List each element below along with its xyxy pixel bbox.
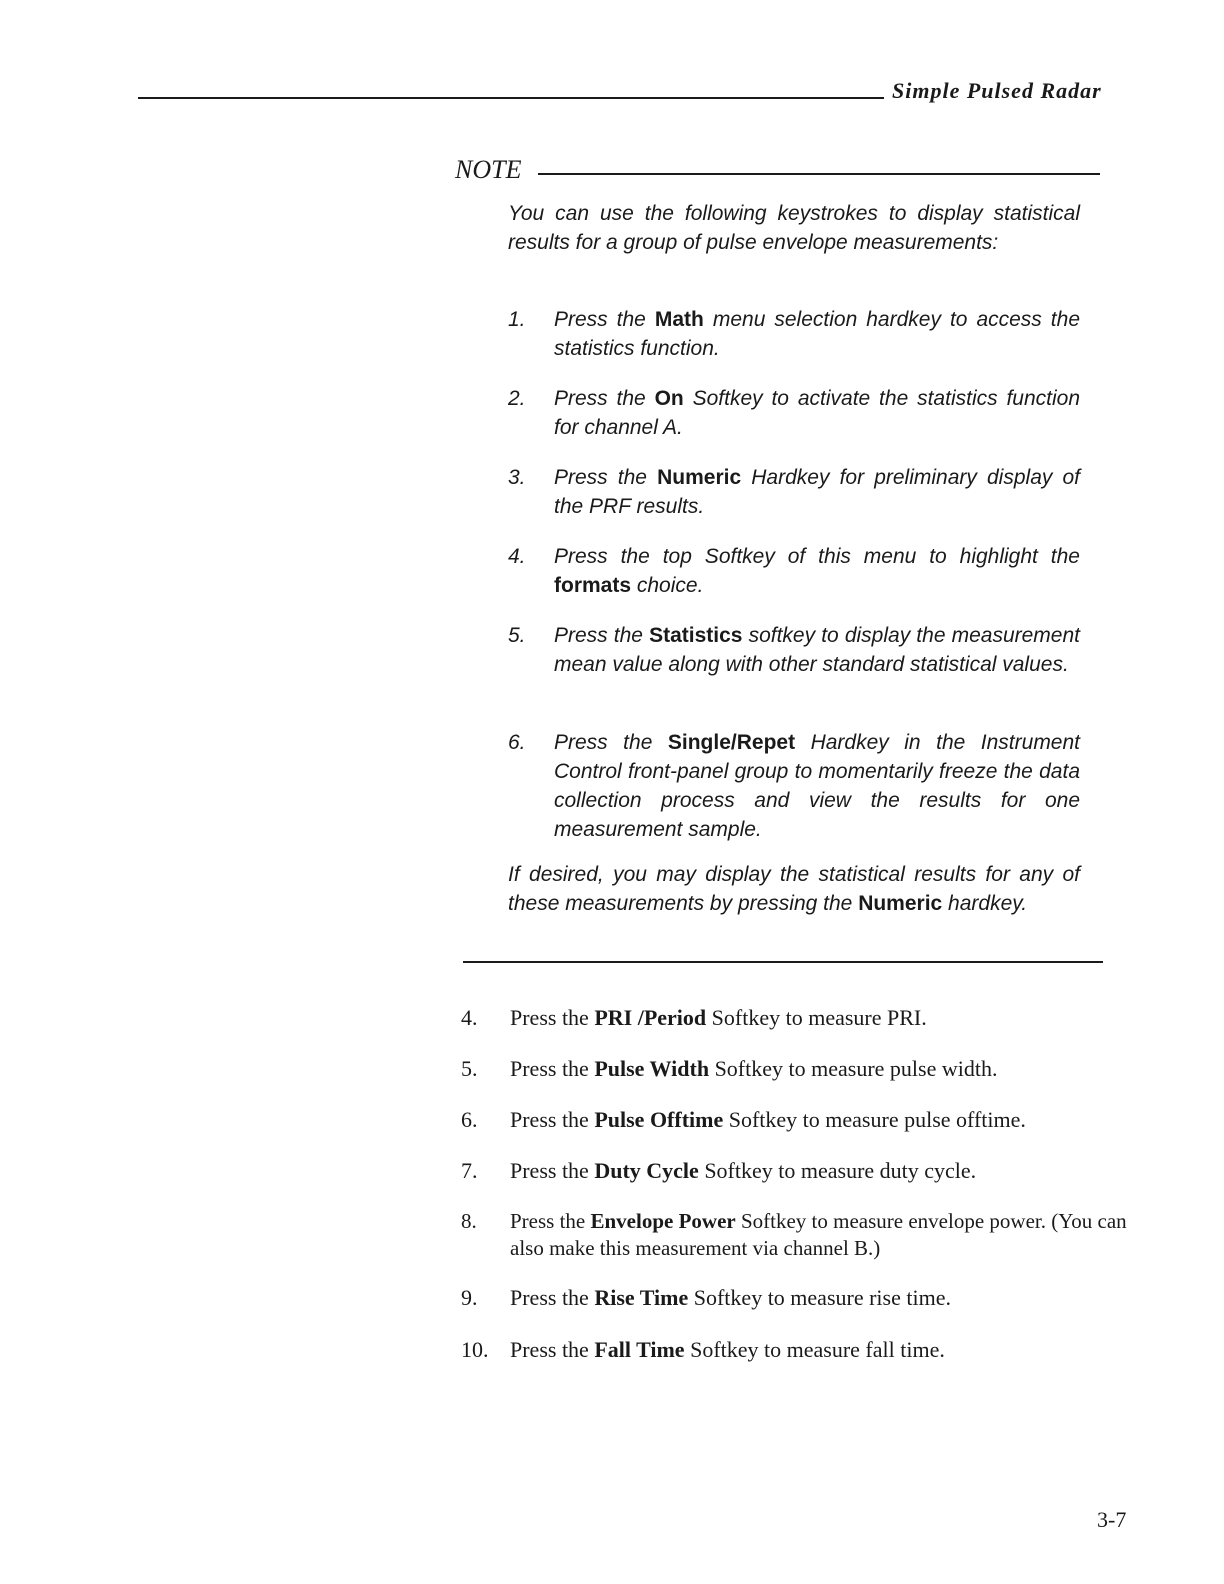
note-outro: If desired, you may display the statistical results for any of these measurements by pressing the Numeric hardkey.: [508, 863, 1080, 915]
note-bottom-rule: [463, 961, 1103, 963]
note-title-rule: [538, 173, 1100, 175]
note-intro: You can use the following keystrokes to display statistical results for a group of pulse envelope measurements:: [508, 202, 1080, 254]
step-number: 4.: [461, 1005, 478, 1030]
note-step-number: 4.: [508, 545, 526, 568]
key-name: Numeric: [858, 892, 943, 915]
step-number: 9.: [461, 1285, 478, 1310]
note-step-number: 2.: [508, 387, 526, 410]
step-number: 5.: [461, 1056, 478, 1081]
key-name: Envelope Power: [590, 1209, 736, 1233]
step-text: Press the Pulse Width Softkey to measure pulse width.: [510, 1056, 998, 1081]
key-name: Pulse Offtime: [594, 1107, 724, 1132]
note-step-text: Press the Single/Repet Hardkey in the Instrument Control front-panel group to momentarily freeze the data collection process and view the results for one measurement sample.: [554, 731, 1081, 841]
key-name: Single/Repet: [667, 731, 796, 754]
step-number: 6.: [461, 1107, 478, 1132]
note-title: NOTE: [455, 155, 522, 184]
note-step-text: Press the Statistics softkey to display the measurement mean value along with other standard statistical values.: [554, 624, 1080, 676]
step-text: Press the Envelope Power Softkey to measure envelope power. (You can also make this measurement via channel B.): [510, 1209, 1127, 1260]
note-step-text: Press the top Softkey of this menu to highlight the formats choice.: [554, 545, 1080, 597]
step-number: 10.: [461, 1337, 489, 1362]
step-text: Press the PRI /Period Softkey to measure PRI.: [510, 1005, 927, 1030]
key-name: formats: [554, 574, 632, 597]
key-name: PRI /Period: [594, 1005, 707, 1030]
key-name: Statistics: [649, 624, 743, 647]
step-text: Press the Pulse Offtime Softkey to measure pulse offtime.: [510, 1107, 1026, 1132]
key-name: Pulse Width: [594, 1056, 710, 1081]
key-name: Fall Time: [594, 1337, 685, 1362]
note-step-number: 1.: [508, 308, 526, 331]
running-header: Simple Pulsed Radar: [892, 78, 1102, 103]
note-step-number: 3.: [508, 466, 526, 489]
page-number: 3-7: [1097, 1507, 1127, 1532]
header-rule: [138, 97, 884, 99]
key-name: On: [654, 387, 684, 410]
key-name: Math: [654, 308, 704, 331]
step-text: Press the Rise Time Softkey to measure rise time.: [510, 1285, 951, 1310]
step-number: 8.: [461, 1209, 477, 1233]
step-number: 7.: [461, 1158, 478, 1183]
key-name: Duty Cycle: [594, 1158, 699, 1183]
note-step-number: 5.: [508, 624, 526, 647]
step-text: Press the Fall Time Softkey to measure fall time.: [510, 1337, 945, 1362]
note-step-number: 6.: [508, 731, 526, 754]
key-name: Numeric: [657, 466, 742, 489]
note-step-text: Press the On Softkey to activate the statistics function for channel A.: [554, 387, 1081, 439]
note-step-text: Press the Numeric Hardkey for preliminary display of the PRF results.: [554, 466, 1080, 518]
note-step-text: Press the Math menu selection hardkey to access the statistics function.: [554, 308, 1080, 360]
key-name: Rise Time: [594, 1285, 689, 1310]
step-text: Press the Duty Cycle Softkey to measure duty cycle.: [510, 1158, 977, 1183]
